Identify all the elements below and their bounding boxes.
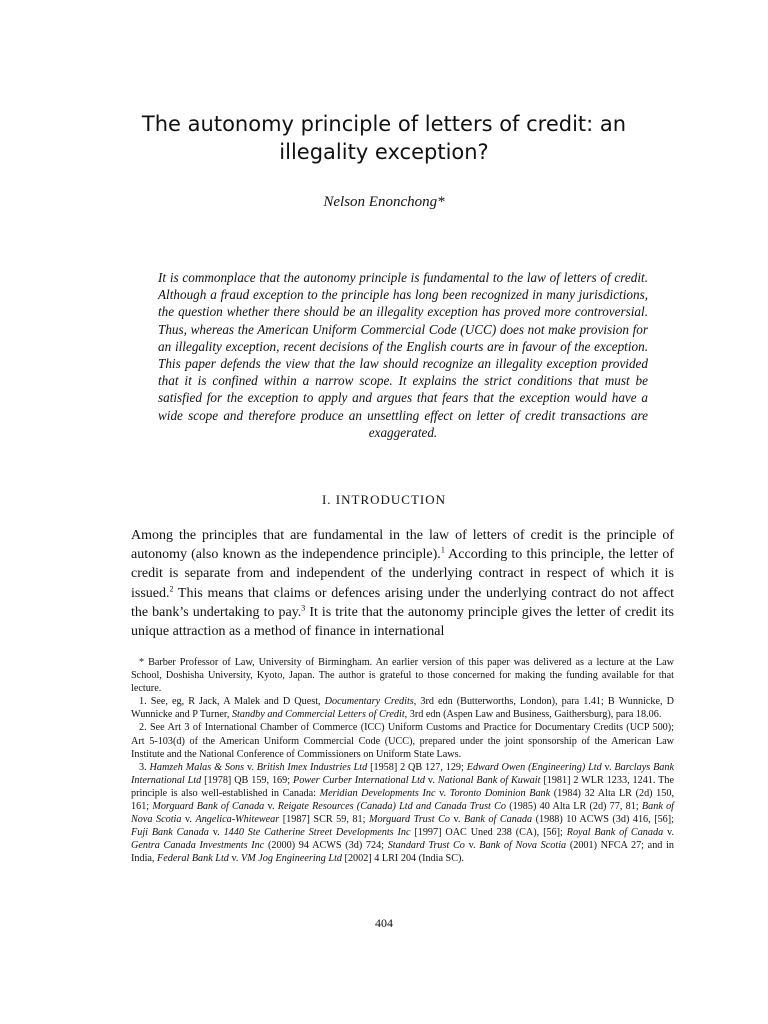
fn-case: Edward Owen (Engineering) Ltd: [466, 761, 602, 773]
fn-case: Bank of Canada: [463, 814, 533, 826]
fn-case: VM Jog Engineering Ltd: [240, 853, 342, 865]
fn-citation: Documentary Credits: [324, 696, 414, 708]
fn-case: Standard Trust Co: [387, 840, 465, 852]
page-number: 404: [375, 916, 393, 930]
fn-case: Hamzeh Malas & Sons: [149, 761, 245, 773]
fn-text: , 3rd edn (Butterworths, London), para 1.41; B Wunnicke, D Wunnicke and P Turner,: [131, 696, 674, 721]
sentence: According to this principle, the letter of credit is separate from and independent of the underlying contract in respect of which it is issued.: [131, 547, 675, 601]
footnote-1: [131, 695, 674, 721]
fn-text: (1985) 40 Alta LR (2d) 77, 81;: [505, 801, 642, 813]
fn-text: v.: [663, 827, 674, 839]
fn-case: Fuji Bank Canada: [131, 827, 209, 839]
paper-title: The autonomy principle of letters of credit: an illegality exception?: [141, 112, 627, 164]
fn-text: [1997] OAC Uned 238 (CA), [56];: [410, 827, 567, 839]
sentence: It is trite that the autonomy principle gives the letter of credit its unique attraction as a method of finance in international: [131, 604, 674, 640]
fn-text: (1984) 32 Alta LR (2d) 150, 161;: [131, 787, 674, 813]
fn-text: [2002] 4 LRI 204 (India SC).: [342, 853, 464, 865]
footnotes: [131, 656, 674, 866]
fn-case: Meridian Developments Inc: [319, 787, 436, 799]
fn-text: v.: [264, 801, 278, 813]
body-paragraph: [131, 526, 674, 641]
fn-case: Reigate Resources (Canada) Ltd and Canada Trust Co: [277, 801, 506, 813]
fn-text: (2000) 94 ACWS (3d) 724;: [264, 840, 388, 852]
fn-case: Morguard Trust Co: [368, 814, 450, 826]
fn-case: Power Curber International Ltd: [292, 774, 426, 786]
fn-case: Toronto Dominion Bank: [449, 787, 551, 799]
fn-text: (1988) 10 ACWS (3d) 416, [56];: [532, 814, 674, 826]
fn-text: 3.: [139, 761, 150, 773]
footnote-ref[interactable]: 2: [169, 583, 174, 593]
fn-case: Gentra Canada Investments Inc: [131, 840, 265, 852]
fn-text: v.: [208, 827, 224, 839]
fn-text: 1. See, eg, R Jack, A Malek and D Quest,: [139, 696, 325, 708]
abstract: It is commonplace that the autonomy principle is fundamental to the law of letters of credit. Although a fraud exception to the principle has long been recognized in many jurisdictions, the question whether there should be an illegality exception has proved more controversial. Thus, whereas the American Uniform Commercial Code (UCC) does not make provision for an illegality exception, recent decisions of the English courts are in favour of the exception. This paper defends the view that the law should recognize an illegality exception provided that it is confined within a narrow scope. It explains the strict conditions that must be satisfied for the exception to apply and argues that fears that the exception would have a wide scope and therefore produce an unsettling effect on letter of credit transactions are exaggerated.: [158, 270, 648, 440]
sentence: This means that claims or defences arising under the underlying contract do not affect the bank’s undertaking to pay.: [131, 585, 674, 620]
fn-citation: Standby and Commercial Letters of Credit: [231, 709, 405, 721]
fn-text: , 3rd edn (Aspen Law and Business, Gaithersburg), para 18.06.: [404, 709, 662, 721]
author-name: Nelson Enonchong*: [323, 194, 445, 210]
fn-text: v.: [435, 787, 450, 799]
fn-text: v.: [228, 853, 241, 865]
footnote-2: 2. See Art 3 of International Chamber of Commerce (ICC) Uniform Customs and Practice for Documentary Credits (UCP 500); Art 5-103(d) of the American Uniform Commercial Code (UCC), prepared under the joint sponsorship of the American Law Institute and the National Conference of Commissioners on Uniform State Laws.: [131, 722, 674, 760]
fn-case: Royal Bank of Canada: [566, 827, 664, 839]
fn-text: v.: [244, 761, 257, 773]
footnote-3: [131, 761, 674, 866]
fn-case: Federal Bank Ltd: [157, 853, 229, 865]
footnote-star: * Barber Professor of Law, University of Birmingham. An earlier version of this paper was delivered as a lecture at the Law School, Doshisha University, Kyoto, Japan. The author is grateful to those concerned for making the funding available for that lecture.: [131, 657, 674, 695]
fn-case: 1440 Ste Catherine Street Developments Inc: [223, 827, 411, 839]
fn-case: Barclays Bank International Ltd: [131, 761, 674, 786]
fn-text: [1987] SCR 59, 81;: [279, 814, 369, 826]
fn-text: v.: [425, 774, 438, 786]
fn-text: [1978] QB 159, 169;: [201, 774, 293, 786]
fn-text: v.: [601, 761, 615, 773]
fn-text: (2001) NFCA 27; and in India,: [131, 840, 675, 865]
footnote-ref[interactable]: 1: [440, 545, 445, 555]
fn-text: v.: [181, 814, 196, 826]
fn-case: British Imex Industries Ltd: [256, 761, 368, 773]
fn-case: Morguard Bank of Canada: [152, 801, 265, 813]
footnote-ref[interactable]: 3: [301, 603, 306, 613]
fn-text: v.: [464, 840, 480, 852]
fn-case: Bank of Nova Scotia: [479, 840, 567, 852]
fn-case: Bank of Nova Scotia: [131, 801, 674, 826]
fn-text: [1981] 2 WLR 1233, 1241. The principle is also well-established in Canada:: [131, 774, 674, 799]
fn-case: National Bank of Kuwait: [437, 774, 541, 786]
fn-text: v.: [449, 814, 464, 826]
fn-case: Angelica-Whitewear: [195, 814, 280, 826]
fn-text: [1958] 2 QB 127, 129;: [367, 761, 467, 773]
sentence: Among the principles that are fundamental in the law of letters of credit is the principle of autonomy (also known as the independence principle).: [131, 528, 674, 563]
section-heading: I. INTRODUCTION: [321, 492, 447, 507]
